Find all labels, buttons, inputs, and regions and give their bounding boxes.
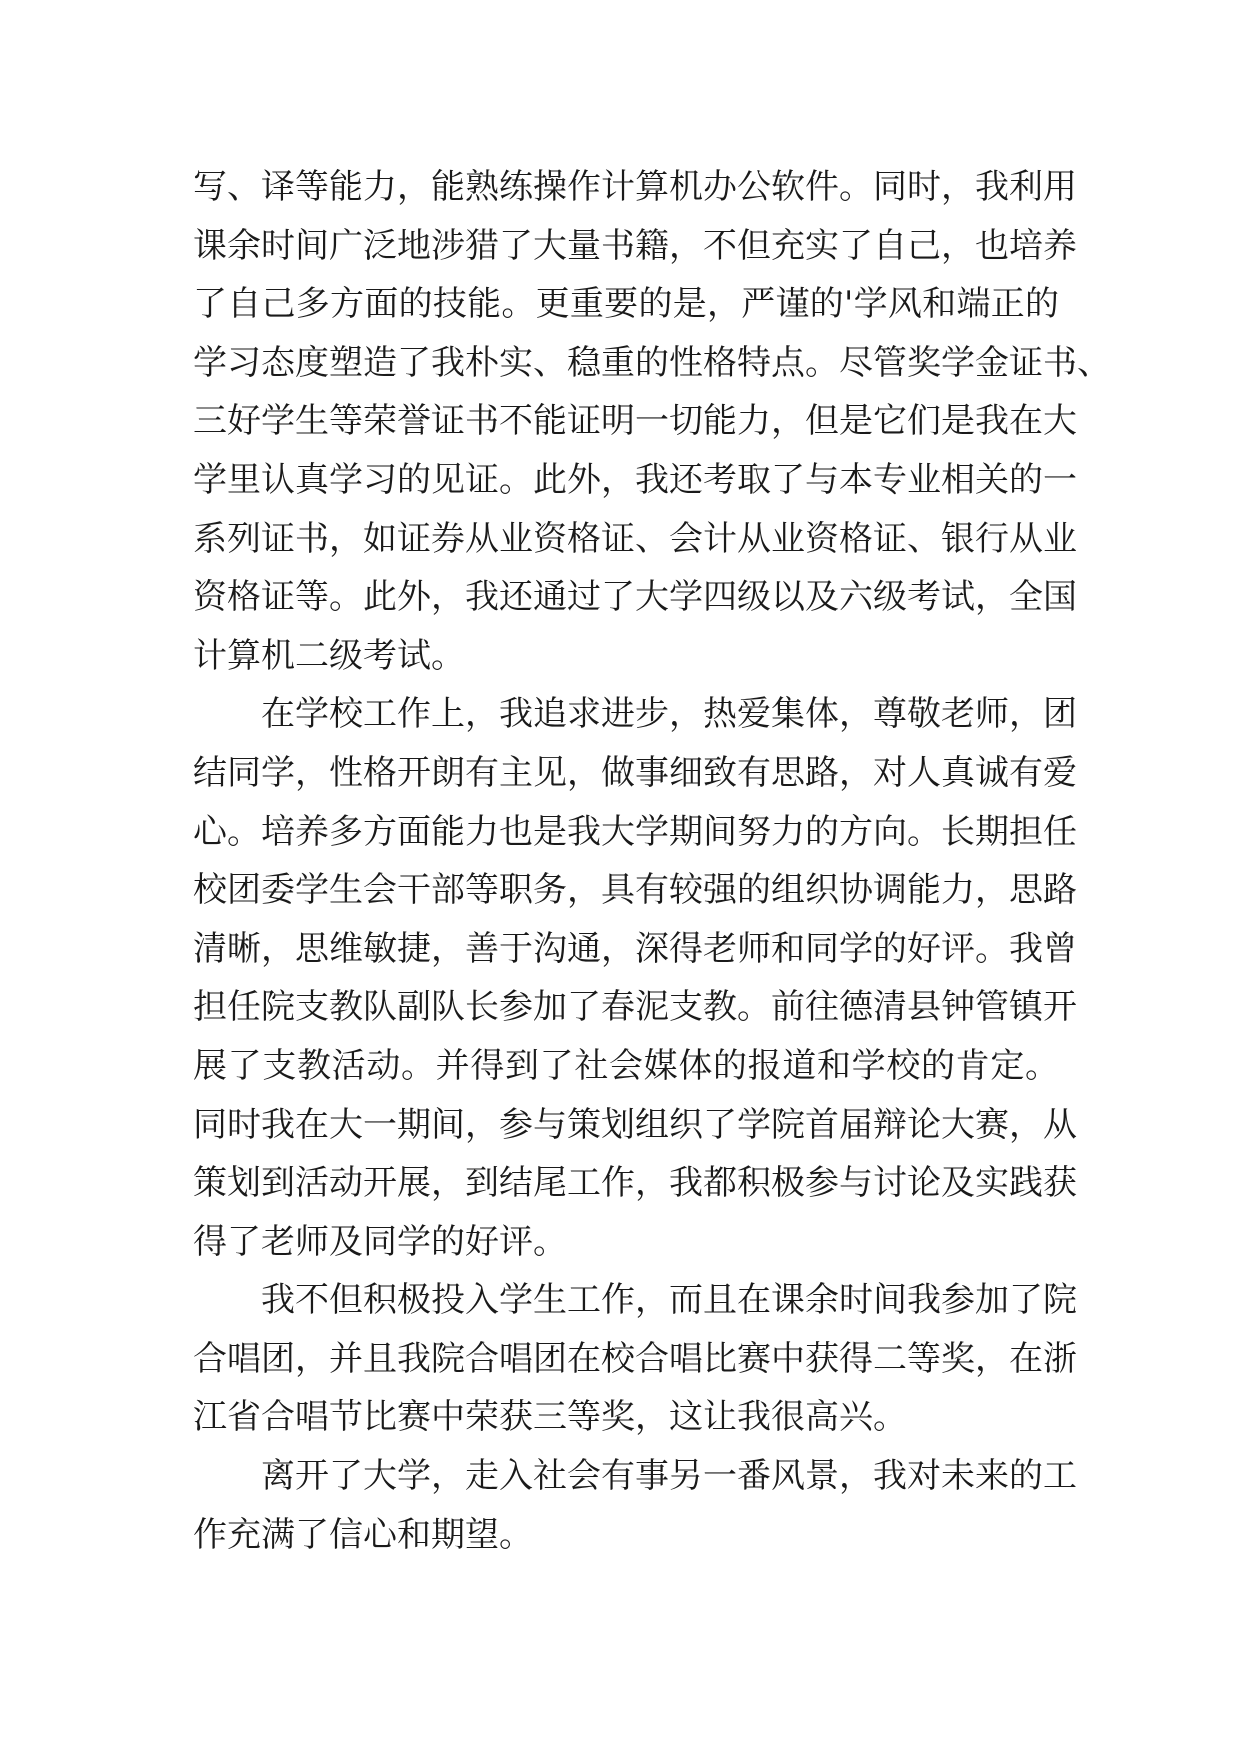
text-line: 学里认真学习的见证。此外，我还考取了与本专业相关的一 (193, 459, 1077, 500)
text-line: 了自己多方面的技能。更重要的是，严谨的'学风和端正的 (193, 284, 1059, 325)
text-line: 担任院支教队副队长参加了春泥支教。前往德清县钟管镇开 (193, 987, 1077, 1028)
paragraph (193, 1271, 1077, 1447)
text-line: 学习态度塑造了我朴实、稳重的性格特点。尽管奖学金证书、 (193, 342, 1111, 383)
text-line: 得了老师及同学的好评。 (193, 1221, 567, 1262)
text-line: 校团委学生会干部等职务，具有较强的组织协调能力，思路 (193, 870, 1077, 911)
text-line: 系列证书，如证券从业资格证、会计从业资格证、银行从业 (193, 518, 1077, 559)
text-line: 课余时间广泛地涉猎了大量书籍，不但充实了自己，也培养 (193, 225, 1077, 266)
text-line: 在学校工作上，我追求进步，热爱集体，尊敬老师，团 (261, 694, 1077, 735)
text-line: 清晰，思维敏捷，善于沟通，深得老师和同学的好评。我曾 (193, 928, 1077, 969)
text-line: 我不但积极投入学生工作，而且在课余时间我参加了院 (261, 1280, 1077, 1321)
text-line: 写、译等能力，能熟练操作计算机办公软件。同时，我利用 (193, 167, 1077, 207)
text-line: 作充满了信心和期望。 (193, 1514, 533, 1555)
text-line: 合唱团，并且我院合唱团在校合唱比赛中获得二等奖，在浙 (193, 1338, 1077, 1379)
paragraph (193, 685, 1077, 1271)
text-line: 策划到活动开展，到结尾工作，我都积极参与讨论及实践获 (193, 1163, 1077, 1204)
paragraph (193, 1447, 1077, 1564)
text-line: 三好学生等荣誉证书不能证明一切能力，但是它们是我在大 (193, 401, 1077, 442)
text-line: 江省合唱节比赛中荣获三等奖，这让我很高兴。 (193, 1397, 907, 1438)
text-line: 展了支教活动。并得到了社会媒体的报道和学校的肯定。 (193, 1045, 1059, 1086)
text-line: 离开了大学，走入社会有事另一番风景，我对未来的工 (261, 1456, 1077, 1497)
paragraph (193, 158, 1111, 685)
text-line: 结同学，性格开朗有主见，做事细致有思路，对人真诚有爱 (193, 752, 1077, 793)
text-line: 资格证等。此外，我还通过了大学四级以及六级考试，全国 (193, 577, 1077, 618)
document-body (193, 158, 1111, 1564)
text-line: 同时我在大一期间，参与策划组织了学院首届辩论大赛，从 (193, 1104, 1077, 1145)
text-line: 计算机二级考试。 (193, 635, 465, 676)
text-line: 心。培养多方面能力也是我大学期间努力的方向。长期担任 (193, 811, 1077, 852)
